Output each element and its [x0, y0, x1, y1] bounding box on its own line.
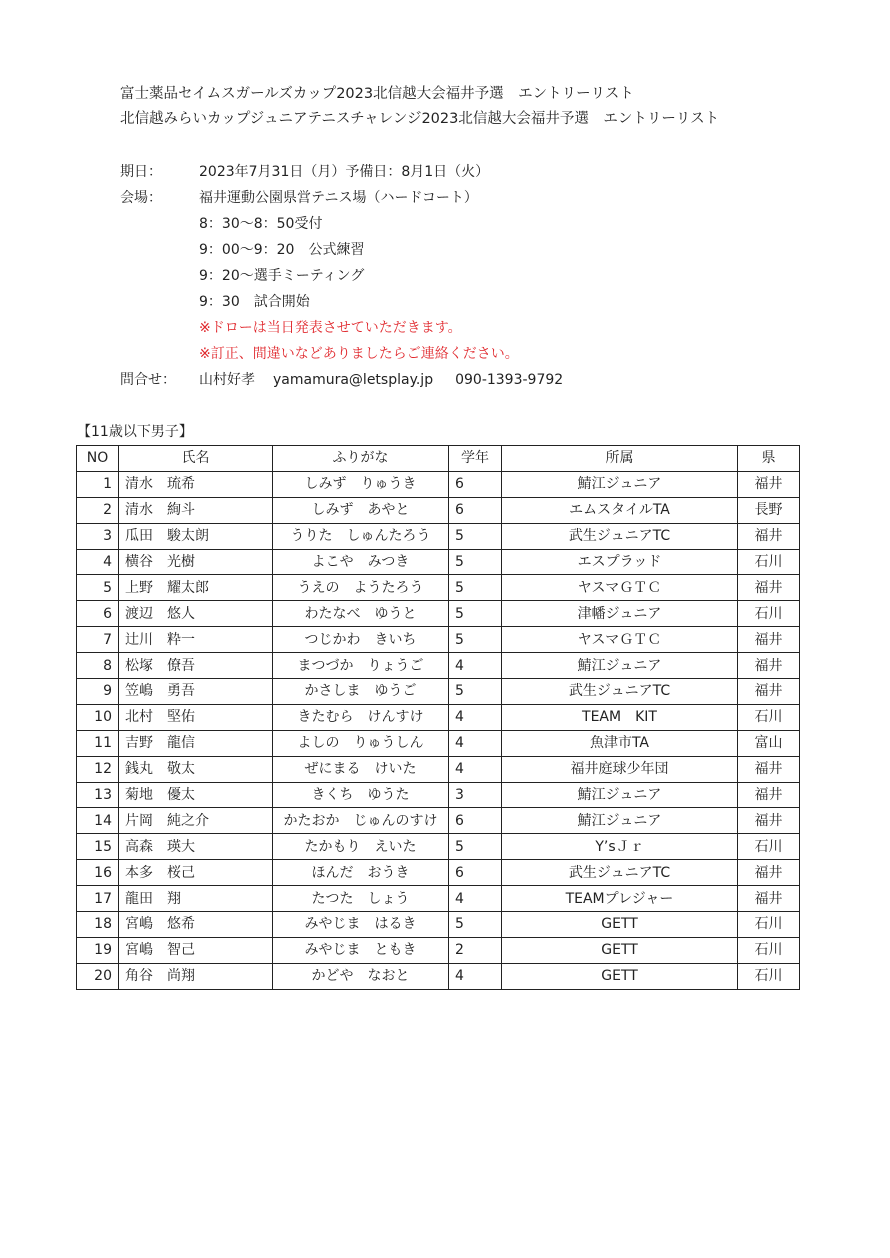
cell-prefecture: 福井: [738, 575, 800, 601]
cell-no: 12: [77, 756, 119, 782]
contact-email: yamamura@letsplay.jp: [273, 372, 434, 388]
cell-furigana: みやじま ともき: [273, 937, 449, 963]
table-row: [77, 808, 800, 834]
cell-grade: 4: [449, 653, 502, 679]
table-row: [77, 549, 800, 575]
cell-no: 6: [77, 601, 119, 627]
cell-furigana: つじかわ きいち: [273, 627, 449, 653]
cell-furigana: ほんだ おうき: [273, 860, 449, 886]
cell-name: 角谷 尚翔: [119, 963, 273, 989]
cell-name: 辻川 粋一: [119, 627, 273, 653]
cell-furigana: みやじま はるき: [273, 912, 449, 938]
cell-furigana: かたおか じゅんのすけ: [273, 808, 449, 834]
cell-no: 5: [77, 575, 119, 601]
cell-grade: 6: [449, 860, 502, 886]
venue-value: 福井運動公園県営テニス場（ハードコート）: [199, 190, 478, 206]
table-row: [77, 523, 800, 549]
cell-club: エスプラッド: [502, 549, 738, 575]
cell-furigana: よしの りゅうしん: [273, 730, 449, 756]
cell-grade: 5: [449, 627, 502, 653]
cell-club: 鯖江ジュニア: [502, 471, 738, 497]
cell-grade: 5: [449, 523, 502, 549]
cell-club: TEAMプレジャー: [502, 886, 738, 912]
cell-furigana: うえの ようたろう: [273, 575, 449, 601]
cell-no: 14: [77, 808, 119, 834]
cell-club: ヤスマＧＴＣ: [502, 627, 738, 653]
cell-prefecture: 富山: [738, 730, 800, 756]
table-row: [77, 575, 800, 601]
cell-club: GETT: [502, 963, 738, 989]
section-title: 【11歳以下男子】: [77, 424, 193, 440]
contact-phone: 090-1393-9792: [455, 372, 564, 388]
table-row: [77, 963, 800, 989]
cell-name: 清水 琉希: [119, 471, 273, 497]
cell-name: 笠嶋 勇吾: [119, 679, 273, 705]
cell-no: 9: [77, 679, 119, 705]
cell-furigana: しみず りゅうき: [273, 471, 449, 497]
cell-club: 津幡ジュニア: [502, 601, 738, 627]
cell-name: 瓜田 駿太朗: [119, 523, 273, 549]
cell-club: Y’sＪｒ: [502, 834, 738, 860]
table-row: [77, 601, 800, 627]
cell-club: 鯖江ジュニア: [502, 782, 738, 808]
date-value: 2023年7月31日（月）予備日：8月1日（火）: [199, 164, 490, 180]
cell-no: 15: [77, 834, 119, 860]
cell-prefecture: 石川: [738, 601, 800, 627]
cell-furigana: かどや なおと: [273, 963, 449, 989]
header-club: 所属: [502, 446, 738, 472]
cell-prefecture: 福井: [738, 808, 800, 834]
cell-name: 横谷 光樹: [119, 549, 273, 575]
cell-grade: 4: [449, 730, 502, 756]
cell-furigana: しみず あやと: [273, 497, 449, 523]
cell-club: GETT: [502, 937, 738, 963]
contact-row: [120, 367, 563, 393]
cell-name: 北村 堅佑: [119, 704, 273, 730]
cell-furigana: わたなべ ゆうと: [273, 601, 449, 627]
contact-name: 山村好孝: [199, 372, 255, 388]
cell-grade: 5: [449, 549, 502, 575]
cell-no: 13: [77, 782, 119, 808]
schedule-item: 9：30 試合開始: [199, 294, 310, 310]
schedule-item: 8：30～8：50受付: [199, 216, 323, 232]
cell-prefecture: 福井: [738, 471, 800, 497]
note-correction: ※訂正、間違いなどありましたらご連絡ください。: [199, 346, 519, 362]
document-titles: [120, 82, 719, 132]
table-row: [77, 471, 800, 497]
venue-row: [120, 185, 563, 211]
cell-no: 20: [77, 963, 119, 989]
cell-name: 菊地 優太: [119, 782, 273, 808]
cell-name: 渡辺 悠人: [119, 601, 273, 627]
table-row: [77, 730, 800, 756]
cell-prefecture: 福井: [738, 679, 800, 705]
cell-club: GETT: [502, 912, 738, 938]
cell-no: 1: [77, 471, 119, 497]
cell-prefecture: 福井: [738, 756, 800, 782]
venue-label: 会場：: [120, 190, 162, 206]
table-header-row: [77, 446, 800, 472]
cell-prefecture: 福井: [738, 860, 800, 886]
table-row: [77, 653, 800, 679]
header-grade: 学年: [449, 446, 502, 472]
cell-no: 18: [77, 912, 119, 938]
cell-grade: 5: [449, 575, 502, 601]
cell-grade: 6: [449, 471, 502, 497]
cell-name: 清水 絢斗: [119, 497, 273, 523]
cell-name: 本多 桜己: [119, 860, 273, 886]
cell-grade: 4: [449, 704, 502, 730]
cell-grade: 5: [449, 912, 502, 938]
cell-prefecture: 福井: [738, 523, 800, 549]
cell-prefecture: 長野: [738, 497, 800, 523]
cell-furigana: たかもり えいた: [273, 834, 449, 860]
table-row: [77, 497, 800, 523]
cell-no: 7: [77, 627, 119, 653]
cell-no: 11: [77, 730, 119, 756]
cell-prefecture: 福井: [738, 782, 800, 808]
cell-club: 鯖江ジュニア: [502, 808, 738, 834]
table-row: [77, 912, 800, 938]
cell-prefecture: 石川: [738, 963, 800, 989]
cell-name: 松塚 僚吾: [119, 653, 273, 679]
table-row: [77, 679, 800, 705]
cell-no: 4: [77, 549, 119, 575]
table-row: [77, 937, 800, 963]
table-row: [77, 860, 800, 886]
note-draw: ※ドローは当日発表させていただきます。: [199, 320, 462, 336]
date-label: 期日：: [120, 164, 162, 180]
title-line-1: 富士薬品セイムスガールズカップ2023北信越大会福井予選 エントリーリスト: [120, 86, 634, 102]
cell-prefecture: 石川: [738, 937, 800, 963]
cell-name: 上野 耀太郎: [119, 575, 273, 601]
cell-club: 魚津市TA: [502, 730, 738, 756]
cell-no: 19: [77, 937, 119, 963]
contact-label: 問合せ：: [120, 372, 176, 388]
date-row: [120, 159, 563, 185]
cell-prefecture: 福井: [738, 886, 800, 912]
cell-name: 高森 瑛大: [119, 834, 273, 860]
header-no: NO: [77, 446, 119, 472]
cell-club: ヤスマＧＴＣ: [502, 575, 738, 601]
cell-grade: 3: [449, 782, 502, 808]
cell-no: 17: [77, 886, 119, 912]
cell-furigana: まつづか りょうご: [273, 653, 449, 679]
cell-furigana: ぜにまる けいた: [273, 756, 449, 782]
table-row: [77, 627, 800, 653]
cell-grade: 2: [449, 937, 502, 963]
schedule-item: 9：00～9：20 公式練習: [199, 242, 365, 258]
cell-furigana: かさしま ゆうご: [273, 679, 449, 705]
table-row: [77, 834, 800, 860]
table-row: [77, 886, 800, 912]
event-info: [120, 159, 563, 393]
cell-grade: 5: [449, 601, 502, 627]
cell-no: 10: [77, 704, 119, 730]
cell-name: 龍田 翔: [119, 886, 273, 912]
cell-prefecture: 石川: [738, 549, 800, 575]
cell-name: 片岡 純之介: [119, 808, 273, 834]
cell-name: 宮嶋 智己: [119, 937, 273, 963]
cell-furigana: きたむら けんすけ: [273, 704, 449, 730]
cell-furigana: うりた しゅんたろう: [273, 523, 449, 549]
cell-furigana: きくち ゆうた: [273, 782, 449, 808]
cell-name: 吉野 龍信: [119, 730, 273, 756]
table-row: [77, 782, 800, 808]
cell-prefecture: 石川: [738, 834, 800, 860]
schedule-item: 9：20～選手ミーティング: [199, 268, 365, 284]
cell-grade: 4: [449, 963, 502, 989]
header-name: 氏名: [119, 446, 273, 472]
cell-grade: 4: [449, 756, 502, 782]
cell-no: 2: [77, 497, 119, 523]
cell-club: 鯖江ジュニア: [502, 653, 738, 679]
cell-club: 福井庭球少年団: [502, 756, 738, 782]
entry-table: [76, 445, 800, 990]
cell-club: 武生ジュニアTC: [502, 523, 738, 549]
cell-prefecture: 石川: [738, 704, 800, 730]
cell-club: TEAM KIT: [502, 704, 738, 730]
cell-club: エムスタイルTA: [502, 497, 738, 523]
cell-prefecture: 福井: [738, 653, 800, 679]
cell-no: 3: [77, 523, 119, 549]
title-line-2: 北信越みらいカップジュニアテニスチャレンジ2023北信越大会福井予選 エントリーリスト: [120, 111, 720, 127]
cell-prefecture: 石川: [738, 912, 800, 938]
cell-no: 8: [77, 653, 119, 679]
cell-club: 武生ジュニアTC: [502, 679, 738, 705]
cell-grade: 6: [449, 497, 502, 523]
cell-grade: 5: [449, 679, 502, 705]
cell-grade: 5: [449, 834, 502, 860]
table-body: [77, 471, 800, 989]
cell-name: 銭丸 敬太: [119, 756, 273, 782]
cell-furigana: たつた しょう: [273, 886, 449, 912]
cell-club: 武生ジュニアTC: [502, 860, 738, 886]
cell-grade: 6: [449, 808, 502, 834]
cell-no: 16: [77, 860, 119, 886]
table-row: [77, 756, 800, 782]
table-row: [77, 704, 800, 730]
cell-name: 宮嶋 悠希: [119, 912, 273, 938]
header-prefecture: 県: [738, 446, 800, 472]
header-furigana: ふりがな: [273, 446, 449, 472]
cell-prefecture: 福井: [738, 627, 800, 653]
cell-furigana: よこや みつき: [273, 549, 449, 575]
cell-grade: 4: [449, 886, 502, 912]
